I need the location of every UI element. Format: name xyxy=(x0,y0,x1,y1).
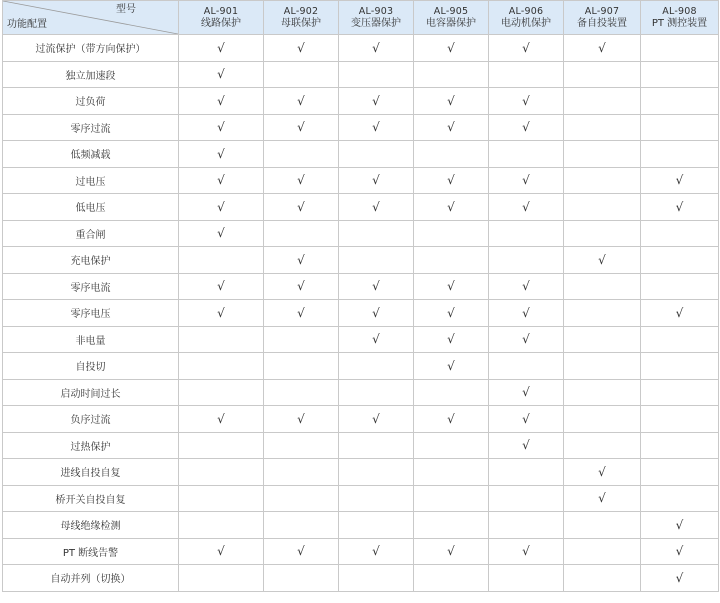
support-cell xyxy=(641,247,719,274)
model-code: AL-901 xyxy=(203,5,239,17)
check-mark-icon: √ xyxy=(372,173,380,188)
check-mark-icon: √ xyxy=(675,517,684,532)
check-mark-icon: √ xyxy=(675,544,684,559)
table-row xyxy=(3,538,719,565)
check-mark-icon: √ xyxy=(372,120,380,135)
check-mark-icon: √ xyxy=(297,279,305,294)
check-mark-icon: √ xyxy=(522,173,530,188)
support-cell xyxy=(339,300,414,327)
support-cell xyxy=(264,88,339,115)
support-cell xyxy=(179,88,264,115)
function-name-cell: 零序过流 xyxy=(3,114,179,141)
support-cell xyxy=(641,141,719,168)
support-cell xyxy=(489,512,564,539)
support-cell xyxy=(339,247,414,274)
support-cell xyxy=(264,538,339,565)
support-cell xyxy=(414,273,489,300)
support-cell xyxy=(264,379,339,406)
support-cell xyxy=(641,35,719,62)
model-code: AL-905 xyxy=(433,5,469,17)
table-row xyxy=(3,459,719,486)
check-mark-icon: √ xyxy=(297,411,305,426)
support-cell xyxy=(641,114,719,141)
model-header-cell xyxy=(339,1,414,35)
function-name-cell: 桥开关自投自复 xyxy=(3,485,179,512)
model-code: AL-908 xyxy=(662,5,697,17)
support-cell xyxy=(641,167,719,194)
support-cell xyxy=(264,35,339,62)
support-cell xyxy=(179,61,264,88)
support-cell xyxy=(489,194,564,221)
function-name-cell: PT 断线告警 xyxy=(3,538,179,565)
support-cell xyxy=(264,565,339,592)
check-mark-icon: √ xyxy=(522,332,530,347)
check-mark-icon: √ xyxy=(522,305,530,320)
support-cell xyxy=(414,379,489,406)
function-name-cell: 过流保护（带方向保护） xyxy=(3,35,179,62)
support-cell xyxy=(179,220,264,247)
support-cell xyxy=(179,167,264,194)
function-name-cell: 重合闸 xyxy=(3,220,179,247)
support-cell xyxy=(179,141,264,168)
check-mark-icon: √ xyxy=(372,305,380,320)
support-cell xyxy=(264,485,339,512)
support-cell xyxy=(489,565,564,592)
support-cell xyxy=(414,194,489,221)
check-mark-icon: √ xyxy=(217,173,225,188)
support-cell xyxy=(264,459,339,486)
model-header-cell xyxy=(641,1,719,35)
support-cell xyxy=(179,326,264,353)
model-header-cell xyxy=(414,1,489,35)
check-mark-icon: √ xyxy=(447,93,455,108)
check-mark-icon: √ xyxy=(372,544,380,559)
support-cell xyxy=(489,273,564,300)
function-name-cell: 零序电流 xyxy=(3,273,179,300)
check-mark-icon: √ xyxy=(598,40,606,55)
check-mark-icon: √ xyxy=(372,93,380,108)
support-cell xyxy=(264,141,339,168)
check-mark-icon: √ xyxy=(297,252,305,267)
check-mark-icon: √ xyxy=(372,40,380,55)
check-mark-icon: √ xyxy=(522,438,530,453)
support-cell xyxy=(264,114,339,141)
support-cell xyxy=(564,194,641,221)
support-cell xyxy=(339,194,414,221)
check-mark-icon: √ xyxy=(598,464,606,479)
support-cell xyxy=(564,220,641,247)
support-cell xyxy=(264,61,339,88)
support-cell xyxy=(641,459,719,486)
check-mark-icon: √ xyxy=(522,279,530,294)
support-cell xyxy=(564,326,641,353)
support-cell xyxy=(564,406,641,433)
function-name-cell: 过热保护 xyxy=(3,432,179,459)
support-cell xyxy=(641,512,719,539)
model-header-label: 型号 xyxy=(116,4,136,15)
model-code: AL-903 xyxy=(358,5,394,17)
support-cell xyxy=(414,61,489,88)
check-mark-icon: √ xyxy=(217,279,225,294)
model-header-cell xyxy=(179,1,264,35)
support-cell xyxy=(264,326,339,353)
table-body xyxy=(3,35,719,592)
function-name-cell: 独立加速段 xyxy=(3,61,179,88)
support-cell xyxy=(564,35,641,62)
support-cell xyxy=(339,406,414,433)
support-cell xyxy=(264,194,339,221)
support-cell xyxy=(641,300,719,327)
support-cell xyxy=(564,379,641,406)
support-cell xyxy=(564,61,641,88)
check-mark-icon: √ xyxy=(217,544,225,559)
table-row xyxy=(3,300,719,327)
model-name: 备自投装置 xyxy=(577,17,627,29)
support-cell xyxy=(489,406,564,433)
support-cell xyxy=(179,35,264,62)
check-mark-icon: √ xyxy=(522,120,530,135)
support-cell xyxy=(339,379,414,406)
support-cell xyxy=(414,432,489,459)
support-cell xyxy=(179,114,264,141)
feature-matrix xyxy=(2,0,718,592)
support-cell xyxy=(489,35,564,62)
support-cell xyxy=(339,565,414,592)
support-cell xyxy=(489,353,564,380)
support-cell xyxy=(414,485,489,512)
function-name-cell: 启动时间过长 xyxy=(3,379,179,406)
support-cell xyxy=(179,194,264,221)
support-cell xyxy=(564,247,641,274)
support-cell xyxy=(564,459,641,486)
check-mark-icon: √ xyxy=(447,305,455,320)
support-cell xyxy=(489,379,564,406)
support-cell xyxy=(641,565,719,592)
support-cell xyxy=(641,538,719,565)
support-cell xyxy=(489,538,564,565)
model-name: 变压器保护 xyxy=(351,17,401,29)
check-mark-icon: √ xyxy=(447,40,455,55)
support-cell xyxy=(264,406,339,433)
model-header-cell xyxy=(489,1,564,35)
table-row xyxy=(3,114,719,141)
support-cell xyxy=(564,300,641,327)
support-cell xyxy=(641,194,719,221)
check-mark-icon: √ xyxy=(675,173,684,188)
support-cell xyxy=(264,353,339,380)
check-mark-icon: √ xyxy=(372,199,380,214)
table-row xyxy=(3,512,719,539)
table-row xyxy=(3,353,719,380)
support-cell xyxy=(264,432,339,459)
support-cell xyxy=(414,220,489,247)
support-cell xyxy=(339,220,414,247)
table-row xyxy=(3,379,719,406)
support-cell xyxy=(264,167,339,194)
support-cell xyxy=(414,326,489,353)
function-name-cell: 过电压 xyxy=(3,167,179,194)
check-mark-icon: √ xyxy=(598,491,606,506)
support-cell xyxy=(489,485,564,512)
model-header-cell xyxy=(264,1,339,35)
support-cell xyxy=(641,88,719,115)
support-cell xyxy=(179,353,264,380)
support-cell xyxy=(641,485,719,512)
support-cell xyxy=(414,141,489,168)
support-cell xyxy=(339,141,414,168)
check-mark-icon: √ xyxy=(447,411,455,426)
support-cell xyxy=(564,512,641,539)
table-row xyxy=(3,141,719,168)
support-cell xyxy=(339,88,414,115)
support-cell xyxy=(641,353,719,380)
support-cell xyxy=(489,326,564,353)
support-cell xyxy=(489,141,564,168)
check-mark-icon: √ xyxy=(522,40,530,55)
support-cell xyxy=(564,432,641,459)
table-row xyxy=(3,194,719,221)
check-mark-icon: √ xyxy=(447,279,455,294)
support-cell xyxy=(339,459,414,486)
support-cell xyxy=(489,459,564,486)
feature-table xyxy=(2,0,719,592)
function-name-cell: 负序过流 xyxy=(3,406,179,433)
support-cell xyxy=(339,273,414,300)
support-cell xyxy=(179,300,264,327)
check-mark-icon: √ xyxy=(522,93,530,108)
check-mark-icon: √ xyxy=(522,199,530,214)
support-cell xyxy=(339,512,414,539)
support-cell xyxy=(339,35,414,62)
function-name-cell: 过负荷 xyxy=(3,88,179,115)
support-cell xyxy=(489,432,564,459)
check-mark-icon: √ xyxy=(297,40,305,55)
support-cell xyxy=(264,273,339,300)
table-row xyxy=(3,247,719,274)
support-cell xyxy=(641,406,719,433)
table-row xyxy=(3,565,719,592)
model-name: 母联保护 xyxy=(281,17,321,29)
model-name: PT 测控装置 xyxy=(651,17,708,29)
support-cell xyxy=(179,459,264,486)
support-cell xyxy=(179,273,264,300)
function-name-cell: 低频减载 xyxy=(3,141,179,168)
check-mark-icon: √ xyxy=(217,93,225,108)
support-cell xyxy=(179,538,264,565)
support-cell xyxy=(264,512,339,539)
support-cell xyxy=(489,61,564,88)
check-mark-icon: √ xyxy=(217,40,225,55)
support-cell xyxy=(179,406,264,433)
function-name-cell: 自投切 xyxy=(3,353,179,380)
function-header-label: 功能配置 xyxy=(7,19,47,30)
support-cell xyxy=(414,247,489,274)
support-cell xyxy=(489,114,564,141)
check-mark-icon: √ xyxy=(447,173,455,188)
support-cell xyxy=(179,485,264,512)
support-cell xyxy=(414,406,489,433)
check-mark-icon: √ xyxy=(297,544,305,559)
check-mark-icon: √ xyxy=(675,570,684,585)
support-cell xyxy=(179,565,264,592)
support-cell xyxy=(489,88,564,115)
table-row xyxy=(3,406,719,433)
support-cell xyxy=(179,247,264,274)
support-cell xyxy=(564,141,641,168)
model-code: AL-902 xyxy=(283,5,319,17)
function-name-cell: 低电压 xyxy=(3,194,179,221)
check-mark-icon: √ xyxy=(598,252,606,267)
function-name-cell: 充电保护 xyxy=(3,247,179,274)
table-row xyxy=(3,485,719,512)
support-cell xyxy=(641,220,719,247)
support-cell xyxy=(179,379,264,406)
check-mark-icon: √ xyxy=(297,173,305,188)
support-cell xyxy=(414,88,489,115)
table-row xyxy=(3,88,719,115)
header-row xyxy=(3,1,719,35)
support-cell xyxy=(564,273,641,300)
support-cell xyxy=(564,114,641,141)
check-mark-icon: √ xyxy=(372,279,380,294)
check-mark-icon: √ xyxy=(297,93,305,108)
support-cell xyxy=(339,61,414,88)
function-name-cell: 非电量 xyxy=(3,326,179,353)
check-mark-icon: √ xyxy=(447,358,455,373)
support-cell xyxy=(564,88,641,115)
check-mark-icon: √ xyxy=(217,120,225,135)
support-cell xyxy=(264,300,339,327)
check-mark-icon: √ xyxy=(675,199,684,214)
check-mark-icon: √ xyxy=(217,146,225,161)
support-cell xyxy=(264,247,339,274)
check-mark-icon: √ xyxy=(522,385,530,400)
model-code: AL-906 xyxy=(508,5,544,17)
function-name-cell: 进线自投自复 xyxy=(3,459,179,486)
support-cell xyxy=(414,114,489,141)
check-mark-icon: √ xyxy=(372,411,380,426)
support-cell xyxy=(641,432,719,459)
check-mark-icon: √ xyxy=(217,67,225,82)
check-mark-icon: √ xyxy=(675,305,684,320)
table-row xyxy=(3,35,719,62)
support-cell xyxy=(564,353,641,380)
model-name: 电动机保护 xyxy=(501,17,551,29)
support-cell xyxy=(641,273,719,300)
check-mark-icon: √ xyxy=(447,120,455,135)
support-cell xyxy=(414,512,489,539)
support-cell xyxy=(641,379,719,406)
support-cell xyxy=(489,167,564,194)
check-mark-icon: √ xyxy=(217,305,225,320)
check-mark-icon: √ xyxy=(522,544,530,559)
corner-header-cell xyxy=(3,1,179,35)
function-name-cell: 母线绝缘检测 xyxy=(3,512,179,539)
check-mark-icon: √ xyxy=(447,199,455,214)
table-row xyxy=(3,61,719,88)
table-row xyxy=(3,326,719,353)
support-cell xyxy=(414,538,489,565)
support-cell xyxy=(414,300,489,327)
support-cell xyxy=(339,353,414,380)
model-name: 线路保护 xyxy=(201,17,241,29)
table-row xyxy=(3,220,719,247)
support-cell xyxy=(339,114,414,141)
check-mark-icon: √ xyxy=(297,305,305,320)
table-row xyxy=(3,167,719,194)
support-cell xyxy=(489,247,564,274)
check-mark-icon: √ xyxy=(447,544,455,559)
support-cell xyxy=(414,565,489,592)
support-cell xyxy=(414,459,489,486)
support-cell xyxy=(339,167,414,194)
check-mark-icon: √ xyxy=(297,120,305,135)
support-cell xyxy=(414,353,489,380)
check-mark-icon: √ xyxy=(522,411,530,426)
check-mark-icon: √ xyxy=(447,332,455,347)
function-name-cell: 零序电压 xyxy=(3,300,179,327)
support-cell xyxy=(339,432,414,459)
check-mark-icon: √ xyxy=(217,411,225,426)
support-cell xyxy=(339,538,414,565)
table-row xyxy=(3,273,719,300)
support-cell xyxy=(641,326,719,353)
support-cell xyxy=(179,432,264,459)
support-cell xyxy=(414,167,489,194)
support-cell xyxy=(641,61,719,88)
check-mark-icon: √ xyxy=(372,332,380,347)
support-cell xyxy=(339,485,414,512)
support-cell xyxy=(564,565,641,592)
support-cell xyxy=(489,220,564,247)
check-mark-icon: √ xyxy=(217,199,225,214)
support-cell xyxy=(179,512,264,539)
model-name: 电容器保护 xyxy=(426,17,476,29)
model-header-cell xyxy=(564,1,641,35)
table-row xyxy=(3,432,719,459)
function-name-cell: 自动并列（切换） xyxy=(3,565,179,592)
support-cell xyxy=(264,220,339,247)
check-mark-icon: √ xyxy=(217,226,225,241)
support-cell xyxy=(564,167,641,194)
check-mark-icon: √ xyxy=(297,199,305,214)
support-cell xyxy=(489,300,564,327)
support-cell xyxy=(564,485,641,512)
support-cell xyxy=(339,326,414,353)
model-code: AL-907 xyxy=(584,5,620,17)
support-cell xyxy=(414,35,489,62)
support-cell xyxy=(564,538,641,565)
